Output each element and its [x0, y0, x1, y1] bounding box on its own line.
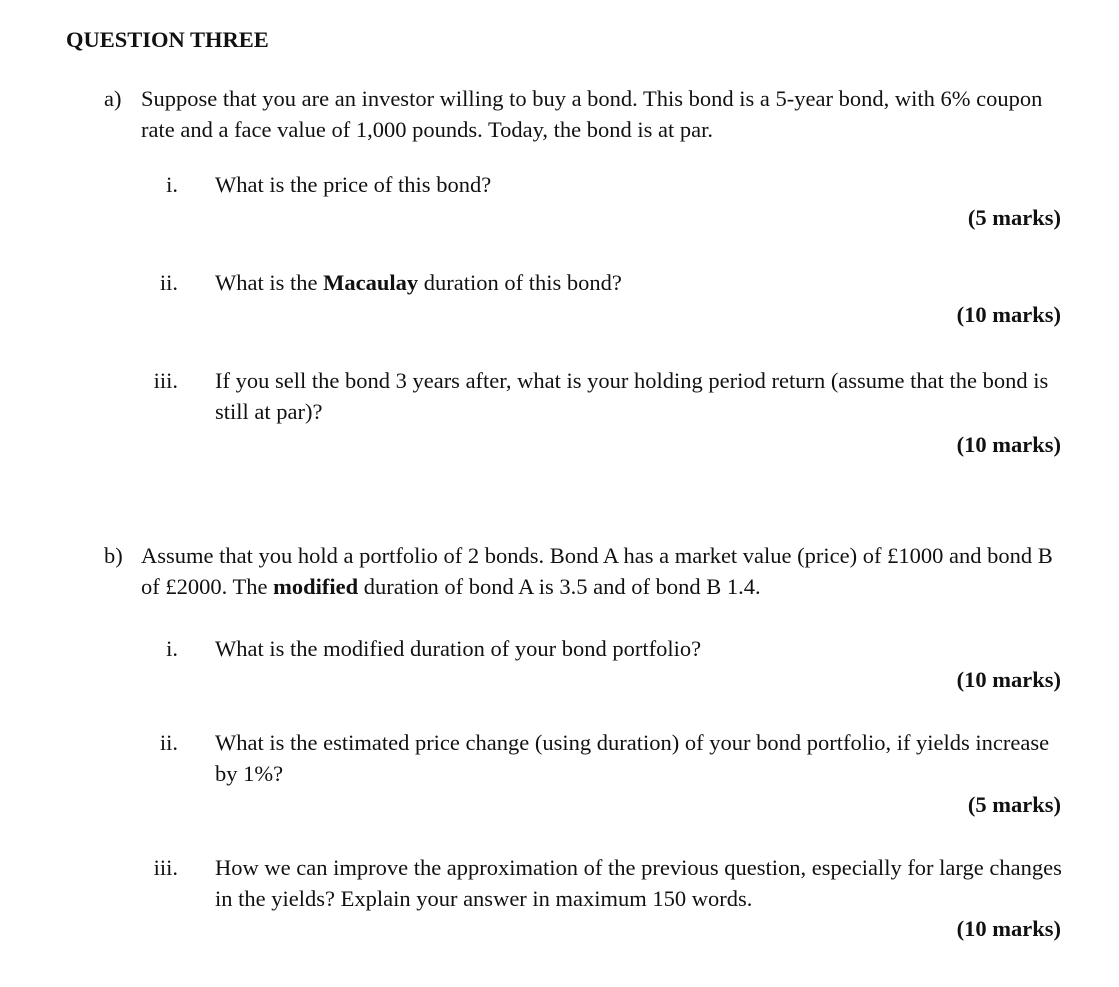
- part-b-item-3-number: iii.: [153, 855, 178, 880]
- part-b-item-3-text: How we can improve the approximation of the previous question, especially for large changes in the yields? Explain your answer in maximum 150 words.: [215, 855, 1062, 911]
- part-a-item-3-text: If you sell the bond 3 years after, what is your holding period return (assume that the bond is still at par)?: [215, 368, 1049, 424]
- part-a-item-3-number: iii.: [153, 368, 178, 393]
- emphasis-modified: modified: [273, 574, 359, 599]
- part-a-item-2-text: What is the Macaulay duration of this bond?: [215, 270, 622, 295]
- part-a-item-2-number: ii.: [159, 270, 178, 295]
- emphasis-macaulay: Macaulay: [323, 270, 419, 295]
- part-b-item-2-text: What is the estimated price change (using duration) of your bond portfolio, if yields increase by 1%?: [215, 730, 1050, 786]
- part-a-item-1-text: What is the price of this bond?: [215, 172, 492, 197]
- part-a-item-2-marks: (10 marks): [956, 302, 1061, 327]
- part-b-item-3-marks: (10 marks): [956, 916, 1061, 941]
- part-b-item-1-marks: (10 marks): [956, 667, 1061, 692]
- part-a-item-1-marks: (5 marks): [967, 205, 1061, 230]
- part-b-item-2-marks: (5 marks): [967, 792, 1061, 817]
- part-b-label: b): [104, 543, 123, 568]
- part-a-item-1-number: i.: [166, 172, 178, 197]
- part-a-label: a): [104, 86, 122, 111]
- part-a-item-3-marks: (10 marks): [956, 432, 1061, 457]
- part-a-text: Suppose that you are an investor willing to buy a bond. This bond is a 5-year bond, with 6% coupon rate and a face value of 1,000 pounds. Today, the bond is at par.: [141, 86, 1043, 142]
- part-b-item-1-number: i.: [166, 636, 178, 661]
- part-b-item-1-text: What is the modified duration of your bond portfolio?: [215, 636, 702, 661]
- part-b-text: Assume that you hold a portfolio of 2 bonds. Bond A has a market value (price) of £1000 and bond B of £2000. The modified duration of bond A is 3.5 and of bond B 1.4.: [141, 543, 1053, 599]
- question-title: QUESTION THREE: [66, 27, 269, 52]
- part-b-item-2-number: ii.: [159, 730, 178, 755]
